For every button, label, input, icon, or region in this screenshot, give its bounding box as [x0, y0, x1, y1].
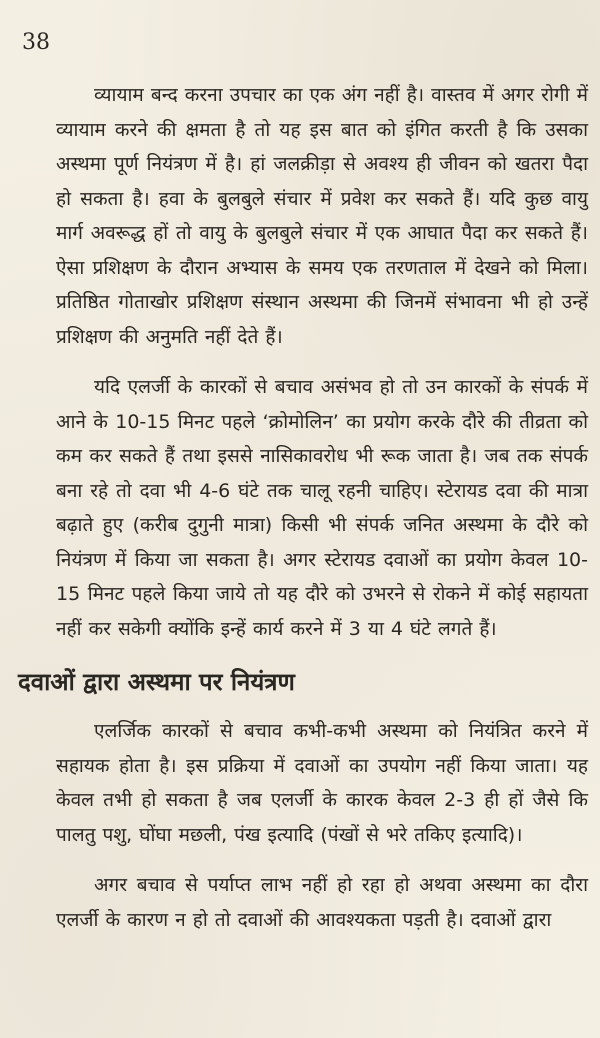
paragraph-exercise: व्यायाम बन्द करना उपचार का एक अंग नहीं है। वास्तव में अगर रोगी में व्यायाम करने की क्षमता है तो यह इस बात को इंगित करती है कि उसका अस्थमा पूर्ण नियंत्रण में है। हां जलक्रीड़ा से अवश्य ही जीवन को खतरा पैदा हो सकता है। हवा के बुलबुले संचार में प्रवेश कर सकते हैं। यदि कुछ वायु मार्ग अवरूद्ध हों तो वायु के बुलबुले संचार में एक आघात पैदा कर सकते हैं। ऐसा प्रशिक्षण के दौरान अभ्यास के समय एक तरणताल में देखने को मिला। प्रतिष्ठित गोताखोर प्रशिक्षण संस्थान अस्थमा की जिनमें संभावना भी हो उन्हें प्रशिक्षण की अनुमति नहीं देते हैं।	[56, 84, 588, 348]
section-heading: दवाओं द्वारा अस्थमा पर नियंत्रण	[18, 668, 295, 696]
page-body	[18, 78, 588, 937]
paragraph-allergic-factors: एलर्जिक कारकों से बचाव कभी-कभी अस्थमा को नियंत्रित करने में सहायक होता है। इस प्रक्रिया में दवाओं का उपयोग नहीं किया जाता। यह केवल तभी हो सकता है जब एलर्जी के कारक केवल 2-3 ही हों जैसे कि पालतु पशु, घोंघा मछली, पंख इत्यादि (पंखों से भरे तकिए इत्यादि)।	[56, 720, 588, 846]
page-number: 38	[22, 30, 50, 55]
paragraph-medication-need: अगर बचाव से पर्याप्त लाभ नहीं हो रहा हो अथवा अस्थमा का दौरा एलर्जी के कारण न हो तो दवाओं की आवश्यकता पड़ती है। दवाओं द्वारा	[56, 874, 588, 931]
paragraph-allergen-avoidance: यदि एलर्जी के कारकों से बचाव असंभव हो तो उन कारकों के संपर्क में आने के 10-15 मिनट पहले ‘क्रोमोलिन’ का प्रयोग करके दौरे की तीव्रता को कम कर सकते हैं तथा इससे नासिकावरोध भी रूक जाता है। जब तक संपर्क बना रहे तो दवा भी 4-6 घंटे तक चालू रहनी चाहिए। स्टेरायड दवा की मात्रा बढ़ाते हुए (करीब दुगुनी मात्रा) किसी भी संपर्क जनित अस्थमा के दौरे को नियंत्रण में किया जा सकता है। अगर स्टेरायड दवाओं का प्रयोग केवल 10-15 मिनट पहले किया जाये तो यह दौरे को उभरने से रोकने में कोई सहायता नहीं कर सकेगी क्योंकि इन्हें कार्य करने में 3 या 4 घंटे लगते हैं।	[56, 376, 588, 640]
